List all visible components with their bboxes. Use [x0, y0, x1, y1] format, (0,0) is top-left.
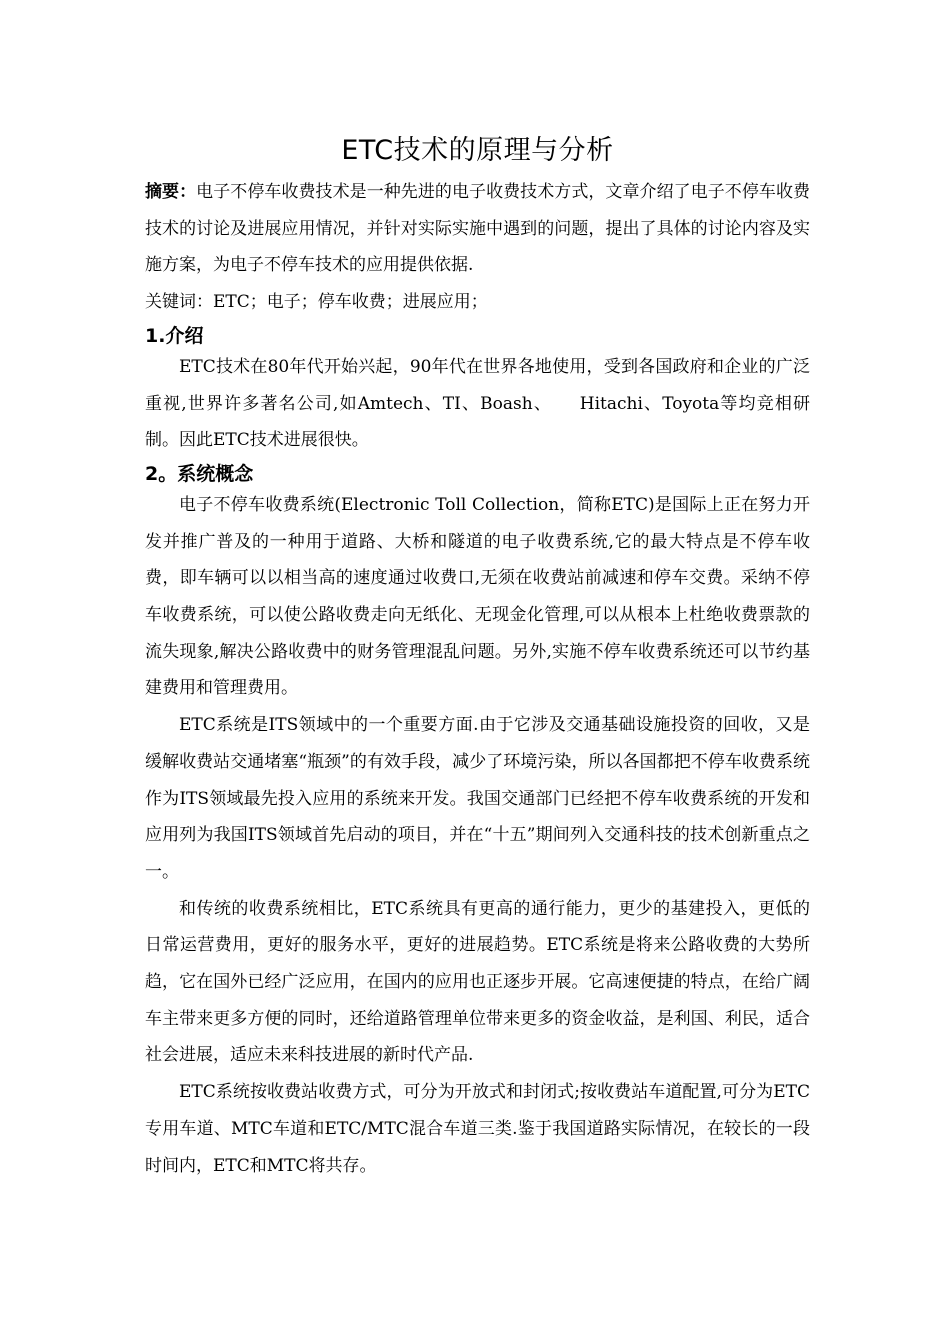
abstract-label: 摘要： [145, 182, 197, 202]
abstract-text: 电子不停车收费技术是一种先进的电子收费技术方式，文章介绍了电子不停车收费技术的讨论及进展应用情况，并针对实际实施中遇到的问题，提出了具体的讨论内容及实施方案，为电子不停车技术的应用提供依据. [145, 182, 811, 276]
document-page [145, 128, 810, 1184]
abstract [145, 174, 810, 284]
concept-paragraph-1: 电子不停车收费系统(Electronic Toll Collection，简称ETC)是国际上正在努力开发并推广普及的一种用于道路、大桥和隧道的电子收费系统,它的最大特点是不停车收费，即车辆可以以相当高的速度通过收费口,无须在收费站前减速和停车交费。采纳不停车收费系统，可以使公路收费走向无纸化、无现金化管理,可以从根本上杜绝收费票款的流失现象,解决公路收费中的财务管理混乱问题。另外,实施不停车收费系统还可以节约基建费用和管理费用。 [145, 494, 810, 699]
concept-paragraph-4: ETC系统按收费站收费方式，可分为开放式和封闭式;按收费站车道配置,可分为ETC专用车道、MTC车道和ETC/MTC混合车道三类.鉴于我国道路实际情况，在较长的一段时间内，ETC和MTC将共存。 [145, 1082, 810, 1176]
section-heading-introduction: 1.介绍 [145, 324, 204, 347]
concept-paragraph-2: ETC系统是ITS领域中的一个重要方面.由于它涉及交通基础设施投资的回收，又是缓解收费站交通堵塞“瓶颈”的有效手段，减少了环境污染，所以各国都把不停车收费系统作为ITS领域最先投入应用的系统来开发。我国交通部门已经把不停车收费系统的开发和应用列为我国ITS领域首先启动的项目，并在“十五”期间列入交通科技的技术创新重点之一。 [145, 715, 810, 882]
keywords: 关键词：ETC；电子；停车收费；进展应用； [145, 292, 488, 313]
intro-paragraph: ETC技术在80年代开始兴起，90年代在世界各地使用，受到各国政府和企业的广泛重视,世界许多著名公司,如Amtech、TI、Boash、 Hitachi、Toyota等均竞相研制。因此ETC技术进展很快。 [145, 356, 810, 451]
concept-paragraph-3: 和传统的收费系统相比，ETC系统具有更高的通行能力，更少的基建投入，更低的日常运营费用，更好的服务水平，更好的进展趋势。ETC系统是将来公路收费的大势所趋，它在国外已经广泛应用，在国内的应用也正逐步开展。它高速便捷的特点，在给广阔车主带来更多方便的同时，还给道路管理单位带来更多的资金收益，是利国、利民，适合社会进展，适应未来科技进展的新时代产品. [145, 898, 810, 1066]
document-title: ETC技术的原理与分析 [341, 135, 614, 166]
section-heading-system-concept: 2。系统概念 [145, 462, 254, 485]
